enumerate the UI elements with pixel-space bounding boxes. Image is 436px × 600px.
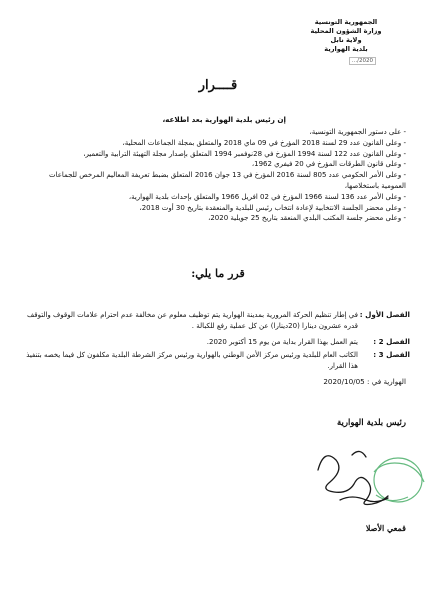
preamble-item: - وعلى القانون عدد 29 لسنة 2018 المؤرخ في 09 ماي 2018 والمتعلق بمجلة الجماعات المحلية، — [122, 138, 406, 147]
article-1-text: في إطار تنظيم الحركة المرورية بمدينة الهوارية يتم توظيف معلوم عن مخالفة عدم احترام علامات الوقوف والتوقف قدره عشرون دينارا (20دينارا) عن كل عملية رفع للكبالة . — [27, 311, 358, 330]
document-title: قــــرار — [198, 78, 238, 93]
date-line: الهوارية في : 2020/10/05 — [323, 377, 406, 386]
preamble-item: - وعلى الأمر عدد 136 لسنة 1966 المؤرخ في 02 افريل 1966 والمتعلق بإحداث بلدية الهوارية، — [128, 192, 406, 201]
preamble-item: - على دستور الجمهورية التونسية، — [309, 128, 406, 136]
article-3-label: الفصل 3 : — [373, 350, 410, 359]
preamble-item: - وعلى محضر جلسة المكتب البلدي المنعقد بتاريخ 25 جويلية 2020، — [208, 214, 406, 223]
header-governorate: ولاية نابل — [330, 36, 362, 44]
preamble-item: - وعلى قانون الطرقات المؤرخ في 20 فيفري 1962، — [251, 160, 406, 169]
official-stamp-icon — [374, 458, 424, 502]
intro-line: إن رئيس بلدية الهوارية بعد اطلاعه، — [162, 115, 286, 124]
header-ministry: وزارة الشؤون المحلية — [310, 27, 382, 35]
article-2-text: يتم العمل بهذا القرار بداية من يوم 15 أكتوبر 2020. — [206, 338, 358, 346]
article-2-label: الفصل 2 : — [373, 337, 410, 346]
signatory-name: قمعي الأصلا — [365, 523, 406, 533]
header-republic: الجمهورية التونسية — [314, 18, 378, 26]
header-municipality: بلدية الهوارية — [324, 45, 368, 53]
preamble-item: - وعلى محضر الجلسة الانتخابية لإعادة انتخاب رئيس للبلدية والمنعقدة بتاريخ 30 أوت 2018، — [139, 203, 406, 212]
article-3-text: الكاتب العام للبلدية ورئيس مركز الأمن الوطني بالهوارية ورئيس مركز الشرطة البلدية مكلفون كل فيما يخصه بتنفيذ هذا القرار. — [26, 351, 358, 370]
decides-heading: قرر ما يلي: — [191, 267, 245, 280]
reference-number: 2020/... — [349, 57, 376, 65]
signature-title: رئيس بلدية الهوارية — [336, 418, 406, 428]
preamble-item: - وعلى القانون عدد 122 لسنة 1994 المؤرخ في 28نوفمبر 1994 المتعلق بإصدار مجلة التهيئة الترابية والتعمير، — [83, 149, 406, 158]
article-1-label: الفصل الأول : — [359, 310, 410, 319]
preamble-item: - وعلى الأمر الحكومي عدد 805 لسنة 2016 المؤرخ في 13 جوان 2016 المتعلق بضبط تعريفة المعاليم المرخص للجماعات العمومية باستخلاصها، — [49, 171, 406, 190]
